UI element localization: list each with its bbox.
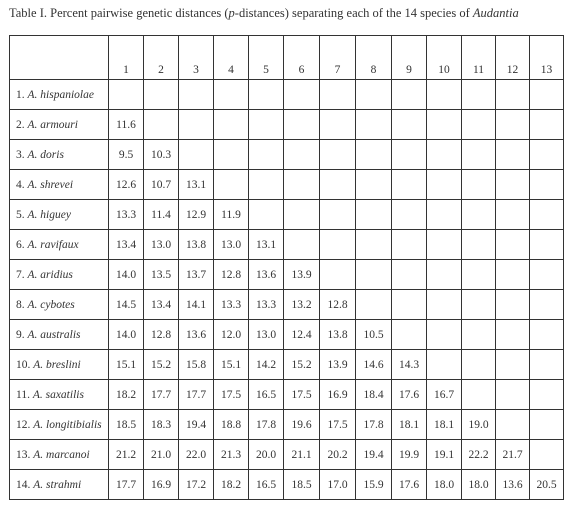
- distance-value-cell: 13.0: [249, 320, 284, 350]
- column-header: 10: [427, 36, 462, 80]
- distance-value-cell: 14.0: [109, 260, 144, 290]
- species-number: 3.: [16, 148, 28, 161]
- empty-cell: [530, 440, 564, 470]
- empty-cell: [109, 80, 144, 110]
- distance-value-cell: 10.5: [356, 320, 392, 350]
- distance-value-cell: 12.9: [179, 200, 214, 230]
- empty-cell: [530, 320, 564, 350]
- distance-value-cell: 17.5: [284, 380, 320, 410]
- species-cell: [10, 410, 109, 440]
- distance-table: [9, 35, 564, 500]
- distance-value-cell: 12.0: [214, 320, 249, 350]
- empty-cell: [462, 380, 496, 410]
- distance-value-cell: 13.6: [496, 470, 530, 500]
- species-name: A. australis: [27, 328, 81, 341]
- distance-value-cell: 13.3: [249, 290, 284, 320]
- distance-value-cell: 9.5: [109, 140, 144, 170]
- empty-cell: [392, 80, 427, 110]
- species-number: 12.: [16, 418, 34, 431]
- distance-value-cell: 18.0: [462, 470, 496, 500]
- empty-cell: [214, 140, 249, 170]
- empty-cell: [427, 260, 462, 290]
- empty-cell: [427, 350, 462, 380]
- empty-cell: [427, 290, 462, 320]
- empty-cell: [530, 290, 564, 320]
- distance-value-cell: 13.8: [320, 320, 356, 350]
- distance-value-cell: 15.9: [356, 470, 392, 500]
- column-header: 6: [284, 36, 320, 80]
- empty-cell: [530, 80, 564, 110]
- species-cell: [10, 110, 109, 140]
- distance-value-cell: 17.5: [214, 380, 249, 410]
- distance-value-cell: 21.1: [284, 440, 320, 470]
- distance-value-cell: 15.1: [109, 350, 144, 380]
- distance-value-cell: 18.1: [427, 410, 462, 440]
- empty-cell: [320, 260, 356, 290]
- species-cell: [10, 170, 109, 200]
- table-row: [10, 320, 564, 350]
- distance-value-cell: 17.6: [392, 380, 427, 410]
- table-row: [10, 140, 564, 170]
- table-row: [10, 230, 564, 260]
- empty-cell: [392, 140, 427, 170]
- distance-value-cell: 16.7: [427, 380, 462, 410]
- distance-value-cell: 13.1: [179, 170, 214, 200]
- empty-cell: [427, 140, 462, 170]
- table-row: [10, 110, 564, 140]
- empty-cell: [496, 320, 530, 350]
- column-header: 12: [496, 36, 530, 80]
- species-name: A. aridius: [27, 268, 73, 281]
- empty-cell: [356, 80, 392, 110]
- empty-cell: [427, 200, 462, 230]
- column-header: 5: [249, 36, 284, 80]
- caption-p-italic: p: [228, 6, 235, 20]
- species-number: 11.: [16, 388, 33, 401]
- empty-cell: [320, 140, 356, 170]
- header-row: [10, 36, 564, 80]
- distance-value-cell: 18.4: [356, 380, 392, 410]
- empty-cell: [462, 110, 496, 140]
- distance-value-cell: 18.2: [214, 470, 249, 500]
- distance-value-cell: 13.9: [284, 260, 320, 290]
- empty-cell: [530, 380, 564, 410]
- distance-value-cell: 12.8: [144, 320, 179, 350]
- empty-cell: [530, 410, 564, 440]
- empty-cell: [530, 170, 564, 200]
- empty-cell: [356, 230, 392, 260]
- empty-cell: [214, 110, 249, 140]
- distance-value-cell: 14.1: [179, 290, 214, 320]
- distance-value-cell: 16.9: [320, 380, 356, 410]
- distance-value-cell: 20.2: [320, 440, 356, 470]
- empty-cell: [530, 350, 564, 380]
- empty-cell: [496, 170, 530, 200]
- distance-value-cell: 16.5: [249, 380, 284, 410]
- species-number: 14.: [16, 478, 34, 491]
- distance-value-cell: 18.3: [144, 410, 179, 440]
- distance-value-cell: 13.0: [144, 230, 179, 260]
- species-name: A. longitibialis: [33, 418, 102, 431]
- empty-cell: [284, 140, 320, 170]
- empty-cell: [320, 200, 356, 230]
- distance-value-cell: 19.4: [179, 410, 214, 440]
- empty-cell: [496, 410, 530, 440]
- empty-cell: [249, 110, 284, 140]
- distance-value-cell: 11.6: [109, 110, 144, 140]
- empty-cell: [496, 110, 530, 140]
- distance-value-cell: 13.8: [179, 230, 214, 260]
- empty-cell: [427, 230, 462, 260]
- distance-value-cell: 20.5: [530, 470, 564, 500]
- empty-cell: [530, 230, 564, 260]
- distance-value-cell: 13.6: [179, 320, 214, 350]
- distance-value-cell: 12.8: [214, 260, 249, 290]
- species-cell: [10, 230, 109, 260]
- empty-cell: [496, 140, 530, 170]
- species-cell: [10, 470, 109, 500]
- distance-value-cell: 13.2: [284, 290, 320, 320]
- distance-value-cell: 17.7: [179, 380, 214, 410]
- distance-value-cell: 14.2: [249, 350, 284, 380]
- empty-cell: [462, 200, 496, 230]
- distance-value-cell: 21.2: [109, 440, 144, 470]
- empty-cell: [356, 140, 392, 170]
- column-header: 1: [109, 36, 144, 80]
- distance-value-cell: 17.0: [320, 470, 356, 500]
- table-row: [10, 350, 564, 380]
- empty-cell: [462, 320, 496, 350]
- empty-cell: [496, 230, 530, 260]
- distance-value-cell: 11.4: [144, 200, 179, 230]
- distance-value-cell: 12.4: [284, 320, 320, 350]
- empty-cell: [496, 80, 530, 110]
- column-header: 3: [179, 36, 214, 80]
- distance-value-cell: 14.5: [109, 290, 144, 320]
- table-row: [10, 380, 564, 410]
- distance-value-cell: 19.6: [284, 410, 320, 440]
- empty-cell: [392, 320, 427, 350]
- distance-value-cell: 15.8: [179, 350, 214, 380]
- species-number: 4.: [16, 178, 28, 191]
- empty-cell: [320, 110, 356, 140]
- species-name: A. strahmi: [33, 478, 82, 491]
- column-header: 7: [320, 36, 356, 80]
- species-number: 10.: [16, 358, 34, 371]
- distance-value-cell: 13.1: [249, 230, 284, 260]
- empty-cell: [249, 80, 284, 110]
- empty-cell: [427, 110, 462, 140]
- species-cell: [10, 290, 109, 320]
- distance-value-cell: 19.1: [427, 440, 462, 470]
- distance-value-cell: 13.4: [144, 290, 179, 320]
- distance-value-cell: 14.3: [392, 350, 427, 380]
- distance-value-cell: 12.6: [109, 170, 144, 200]
- distance-value-cell: 21.0: [144, 440, 179, 470]
- distance-value-cell: 22.2: [462, 440, 496, 470]
- caption-prefix: Table I. Percent pairwise genetic distances (: [9, 6, 229, 20]
- species-name: A. hispaniolae: [27, 88, 94, 101]
- distance-value-cell: 17.6: [392, 470, 427, 500]
- empty-cell: [427, 80, 462, 110]
- empty-cell: [496, 290, 530, 320]
- empty-cell: [356, 170, 392, 200]
- empty-cell: [496, 350, 530, 380]
- distance-value-cell: 21.7: [496, 440, 530, 470]
- table-row: [10, 410, 564, 440]
- empty-cell: [530, 110, 564, 140]
- empty-cell: [356, 290, 392, 320]
- distance-value-cell: 13.5: [144, 260, 179, 290]
- empty-cell: [462, 140, 496, 170]
- empty-cell: [249, 170, 284, 200]
- species-number: 1.: [16, 88, 28, 101]
- distance-value-cell: 13.3: [109, 200, 144, 230]
- species-cell: [10, 350, 109, 380]
- distance-value-cell: 16.9: [144, 470, 179, 500]
- table-row: [10, 260, 564, 290]
- species-name: A. saxatilis: [32, 388, 84, 401]
- distance-value-cell: 17.8: [249, 410, 284, 440]
- distance-value-cell: 13.9: [320, 350, 356, 380]
- distance-value-cell: 17.5: [320, 410, 356, 440]
- empty-cell: [530, 140, 564, 170]
- species-cell: [10, 380, 109, 410]
- distance-value-cell: 15.2: [144, 350, 179, 380]
- distance-value-cell: 17.7: [144, 380, 179, 410]
- empty-cell: [462, 170, 496, 200]
- table-row: [10, 170, 564, 200]
- column-header: 11: [462, 36, 496, 80]
- column-header: 8: [356, 36, 392, 80]
- empty-cell: [530, 260, 564, 290]
- empty-cell: [496, 200, 530, 230]
- empty-cell: [392, 230, 427, 260]
- caption-genus: Audantia: [472, 6, 519, 20]
- species-number: 6.: [16, 238, 28, 251]
- empty-cell: [496, 380, 530, 410]
- column-header: 2: [144, 36, 179, 80]
- distance-value-cell: 10.3: [144, 140, 179, 170]
- distance-value-cell: 14.0: [109, 320, 144, 350]
- distance-value-cell: 19.0: [462, 410, 496, 440]
- distance-value-cell: 17.2: [179, 470, 214, 500]
- species-cell: [10, 320, 109, 350]
- species-name: A. ravifaux: [27, 238, 79, 251]
- species-cell: [10, 260, 109, 290]
- column-header: 4: [214, 36, 249, 80]
- table-row: [10, 470, 564, 500]
- empty-cell: [284, 230, 320, 260]
- empty-cell: [284, 110, 320, 140]
- caption-middle: -distances) separating each of the 14 species of: [234, 6, 473, 20]
- table-row: [10, 440, 564, 470]
- distance-value-cell: 13.4: [109, 230, 144, 260]
- distance-value-cell: 16.5: [249, 470, 284, 500]
- distance-value-cell: 13.3: [214, 290, 249, 320]
- empty-cell: [249, 200, 284, 230]
- empty-cell: [462, 290, 496, 320]
- empty-cell: [530, 200, 564, 230]
- empty-cell: [392, 170, 427, 200]
- empty-cell: [179, 140, 214, 170]
- distance-value-cell: 20.0: [249, 440, 284, 470]
- empty-cell: [144, 80, 179, 110]
- distance-value-cell: 17.8: [356, 410, 392, 440]
- empty-cell: [462, 230, 496, 260]
- empty-cell: [496, 260, 530, 290]
- empty-cell: [392, 110, 427, 140]
- species-cell: [10, 140, 109, 170]
- species-name: A. doris: [27, 148, 64, 161]
- empty-cell: [462, 260, 496, 290]
- empty-cell: [214, 170, 249, 200]
- species-number: 7.: [16, 268, 28, 281]
- distance-value-cell: 18.5: [109, 410, 144, 440]
- table-row: [10, 290, 564, 320]
- species-number: 8.: [16, 298, 28, 311]
- distance-value-cell: 18.0: [427, 470, 462, 500]
- empty-cell: [462, 350, 496, 380]
- species-cell: [10, 200, 109, 230]
- distance-value-cell: 19.4: [356, 440, 392, 470]
- species-name: A. armouri: [27, 118, 78, 131]
- empty-cell: [392, 290, 427, 320]
- empty-cell: [284, 170, 320, 200]
- empty-cell: [427, 170, 462, 200]
- species-number: 9.: [16, 328, 28, 341]
- distance-value-cell: 13.0: [214, 230, 249, 260]
- distance-value-cell: 15.1: [214, 350, 249, 380]
- distance-value-cell: 17.7: [109, 470, 144, 500]
- empty-cell: [356, 110, 392, 140]
- empty-cell: [284, 200, 320, 230]
- distance-value-cell: 21.3: [214, 440, 249, 470]
- empty-cell: [320, 80, 356, 110]
- distance-value-cell: 15.2: [284, 350, 320, 380]
- distance-value-cell: 19.9: [392, 440, 427, 470]
- table-caption: [9, 5, 579, 21]
- empty-cell: [179, 110, 214, 140]
- distance-value-cell: 18.8: [214, 410, 249, 440]
- species-name: A. breslini: [33, 358, 81, 371]
- species-cell: [10, 80, 109, 110]
- distance-value-cell: 18.2: [109, 380, 144, 410]
- empty-cell: [249, 140, 284, 170]
- species-name: A. higuey: [27, 208, 71, 221]
- species-number: 5.: [16, 208, 28, 221]
- header-corner-cell: [10, 36, 109, 80]
- empty-cell: [356, 200, 392, 230]
- species-number: 2.: [16, 118, 28, 131]
- species-number: 13.: [16, 448, 34, 461]
- distance-value-cell: 13.7: [179, 260, 214, 290]
- empty-cell: [462, 80, 496, 110]
- empty-cell: [320, 170, 356, 200]
- distance-value-cell: 22.0: [179, 440, 214, 470]
- empty-cell: [214, 80, 249, 110]
- distance-value-cell: 11.9: [214, 200, 249, 230]
- species-cell: [10, 440, 109, 470]
- table-row: [10, 200, 564, 230]
- empty-cell: [284, 80, 320, 110]
- species-name: A. cybotes: [27, 298, 75, 311]
- empty-cell: [356, 260, 392, 290]
- distance-value-cell: 10.7: [144, 170, 179, 200]
- column-header: 13: [530, 36, 564, 80]
- distance-value-cell: 13.6: [249, 260, 284, 290]
- empty-cell: [392, 260, 427, 290]
- species-name: A. shrevei: [27, 178, 74, 191]
- species-name: A. marcanoi: [33, 448, 90, 461]
- table-row: [10, 80, 564, 110]
- column-header: 9: [392, 36, 427, 80]
- distance-value-cell: 14.6: [356, 350, 392, 380]
- empty-cell: [392, 200, 427, 230]
- distance-value-cell: 18.5: [284, 470, 320, 500]
- table-body: [10, 80, 564, 500]
- distance-value-cell: 18.1: [392, 410, 427, 440]
- empty-cell: [427, 320, 462, 350]
- empty-cell: [320, 230, 356, 260]
- empty-cell: [179, 80, 214, 110]
- distance-value-cell: 12.8: [320, 290, 356, 320]
- empty-cell: [144, 110, 179, 140]
